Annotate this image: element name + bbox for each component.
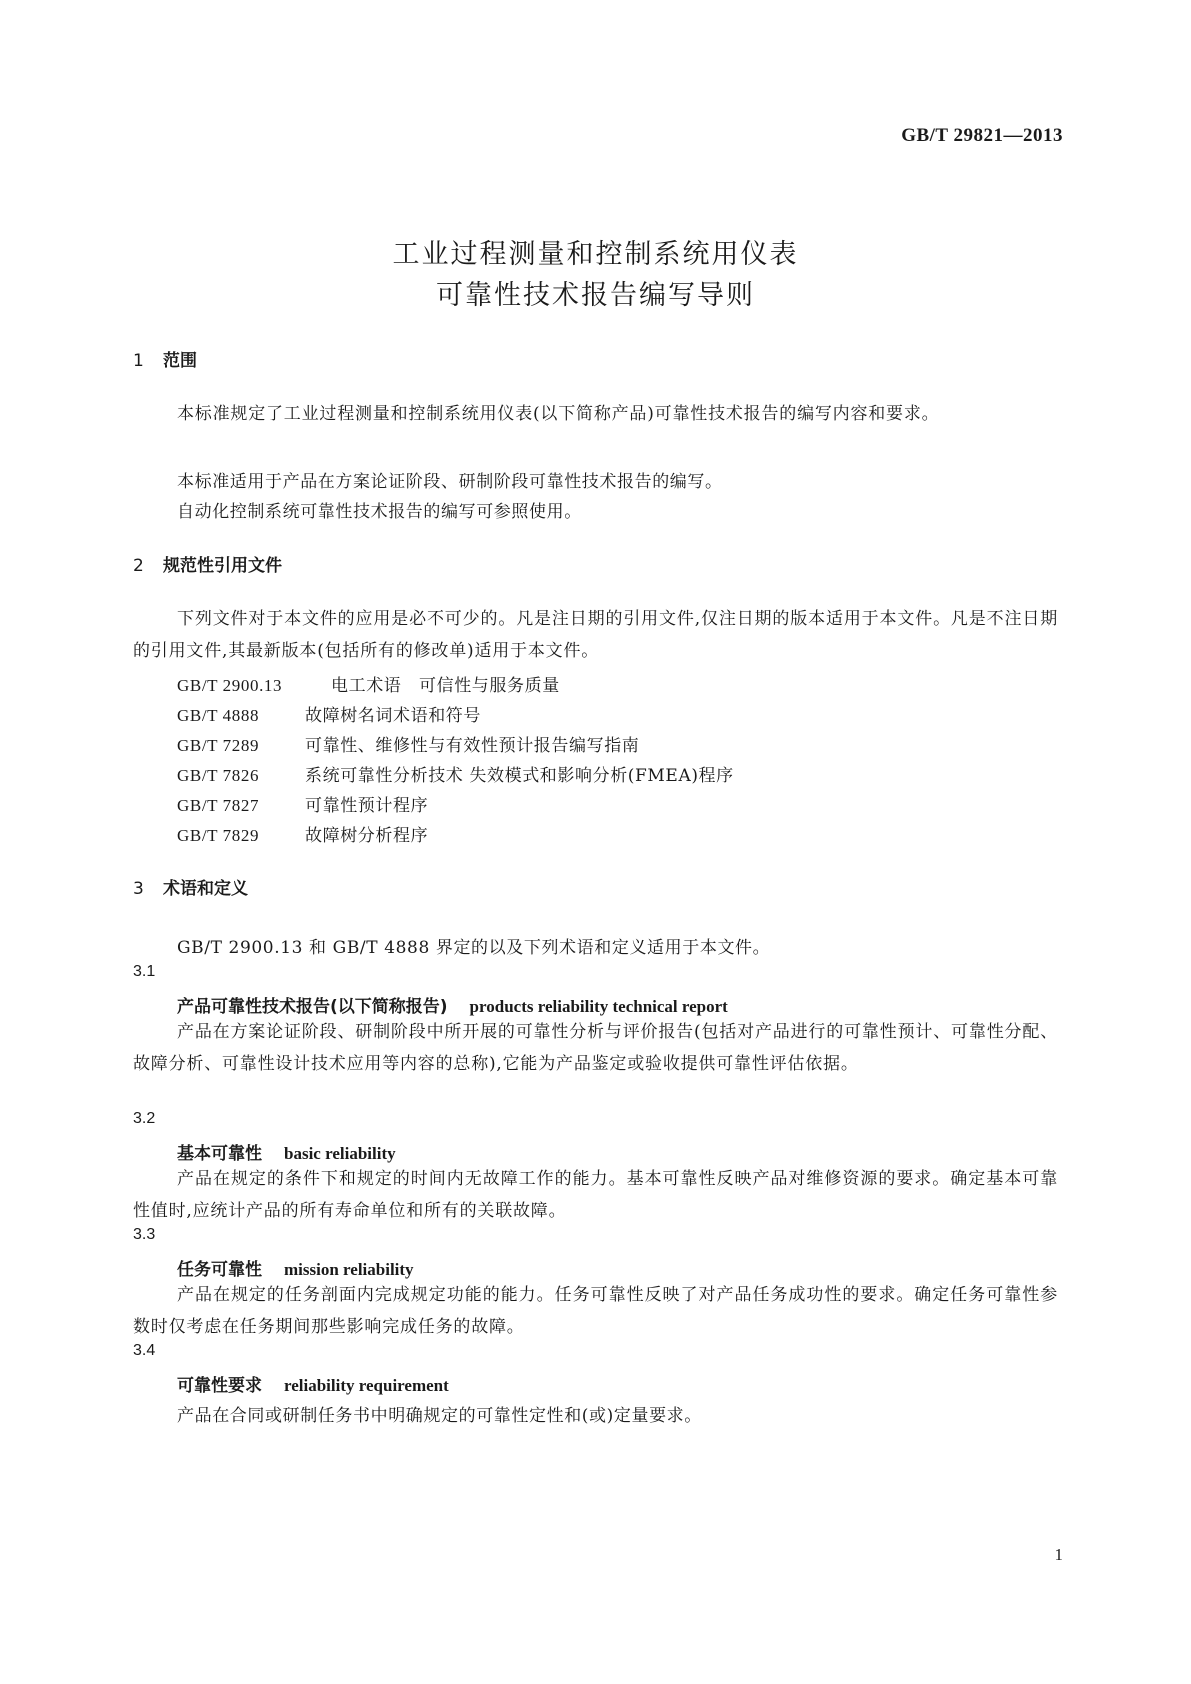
page-number: 1 xyxy=(1054,1545,1063,1564)
term-definition: 产品在合同或研制任务书中明确规定的可靠性定性和(或)定量要求。 xyxy=(177,1406,702,1426)
section-number: 2 xyxy=(133,556,144,576)
term-english: products reliability technical report xyxy=(469,997,728,1016)
reference-title: 可靠性、维修性与有效性预计报告编写指南 xyxy=(305,736,640,756)
term-definition: 产品在方案论证阶段、研制阶段中所开展的可靠性分析与评价报告(包括对产品进行的可靠性预计、可靠性分配、故障分析、可靠性设计技术应用等内容的总称),它能为产品鉴定或验收提供可靠性评估依据。 xyxy=(133,1022,1058,1074)
section-number: 3 xyxy=(133,879,144,899)
term-heading xyxy=(177,1139,396,1164)
reference-code: GB/T 2900.13 xyxy=(177,676,283,695)
section-3-intro: GB/T 2900.13 和 GB/T 4888 界定的以及下列术语和定义适用于本文件。 xyxy=(177,938,771,958)
section-1-paragraph-3: 自动化控制系统可靠性技术报告的编写可参照使用。 xyxy=(177,502,582,522)
term-definition: 产品在规定的条件下和规定的时间内无故障工作的能力。基本可靠性反映产品对维修资源的要求。确定基本可靠性值时,应统计产品的所有寿命单位和所有的关联故障。 xyxy=(133,1169,1058,1221)
reference-item xyxy=(177,671,560,696)
term-definition: 产品在规定的任务剖面内完成规定功能的能力。任务可靠性反映了对产品任务成功性的要求。确定任务可靠性参数时仅考虑在任务期间那些影响完成任务的故障。 xyxy=(133,1285,1058,1337)
reference-code: GB/T 4888 xyxy=(177,706,260,725)
term-heading xyxy=(177,1371,449,1396)
clause-number: 3.4 xyxy=(133,1342,156,1359)
clause-number: 3.1 xyxy=(133,963,156,980)
section-2-heading xyxy=(133,551,282,576)
reference-item xyxy=(177,821,428,846)
clause-number: 3.3 xyxy=(133,1226,156,1243)
section-number: 1 xyxy=(133,351,144,371)
term-chinese: 产品可靠性技术报告(以下简称报告) xyxy=(177,997,448,1017)
section-1-heading xyxy=(133,346,197,371)
reference-title: 故障树分析程序 xyxy=(305,826,429,846)
reference-code: GB/T 7827 xyxy=(177,796,260,815)
section-title: 术语和定义 xyxy=(163,879,248,899)
reference-item xyxy=(177,791,428,816)
section-3-heading xyxy=(133,874,248,899)
term-heading xyxy=(177,1255,414,1280)
term-english: mission reliability xyxy=(284,1260,414,1279)
section-1-paragraph-2: 本标准适用于产品在方案论证阶段、研制阶段可靠性技术报告的编写。 xyxy=(177,472,723,492)
section-title: 规范性引用文件 xyxy=(163,556,282,576)
document-title-line-1: 工业过程测量和控制系统用仪表 xyxy=(392,239,799,270)
reference-title: 系统可靠性分析技术 失效模式和影响分析(FMEA)程序 xyxy=(305,766,734,786)
reference-code: GB/T 7289 xyxy=(177,736,260,755)
reference-title: 电工术语 可信性与服务质量 xyxy=(331,676,560,696)
term-chinese: 基本可靠性 xyxy=(177,1144,262,1164)
reference-title: 可靠性预计程序 xyxy=(305,796,429,816)
reference-item xyxy=(177,701,481,726)
reference-title: 故障树名词术语和符号 xyxy=(305,706,481,726)
term-chinese: 任务可靠性 xyxy=(177,1260,262,1280)
reference-item xyxy=(177,761,734,786)
reference-code: GB/T 7829 xyxy=(177,826,260,845)
document-title-line-2: 可靠性技术报告编写导则 xyxy=(436,280,755,311)
standard-code: GB/T 29821—2013 xyxy=(901,125,1063,146)
section-2-intro: 下列文件对于本文件的应用是必不可少的。凡是注日期的引用文件,仅注日期的版本适用于本文件。凡是不注日期的引用文件,其最新版本(包括所有的修改单)适用于本文件。 xyxy=(133,609,1058,661)
term-english: reliability requirement xyxy=(284,1376,449,1395)
term-chinese: 可靠性要求 xyxy=(177,1376,262,1396)
reference-code: GB/T 7826 xyxy=(177,766,260,785)
term-english: basic reliability xyxy=(284,1144,396,1163)
section-1-paragraph-1: 本标准规定了工业过程测量和控制系统用仪表(以下简称产品)可靠性技术报告的编写内容和要求。 xyxy=(177,404,940,424)
clause-number: 3.2 xyxy=(133,1110,156,1127)
section-title: 范围 xyxy=(163,351,197,371)
term-heading xyxy=(177,992,728,1017)
reference-item xyxy=(177,731,639,756)
